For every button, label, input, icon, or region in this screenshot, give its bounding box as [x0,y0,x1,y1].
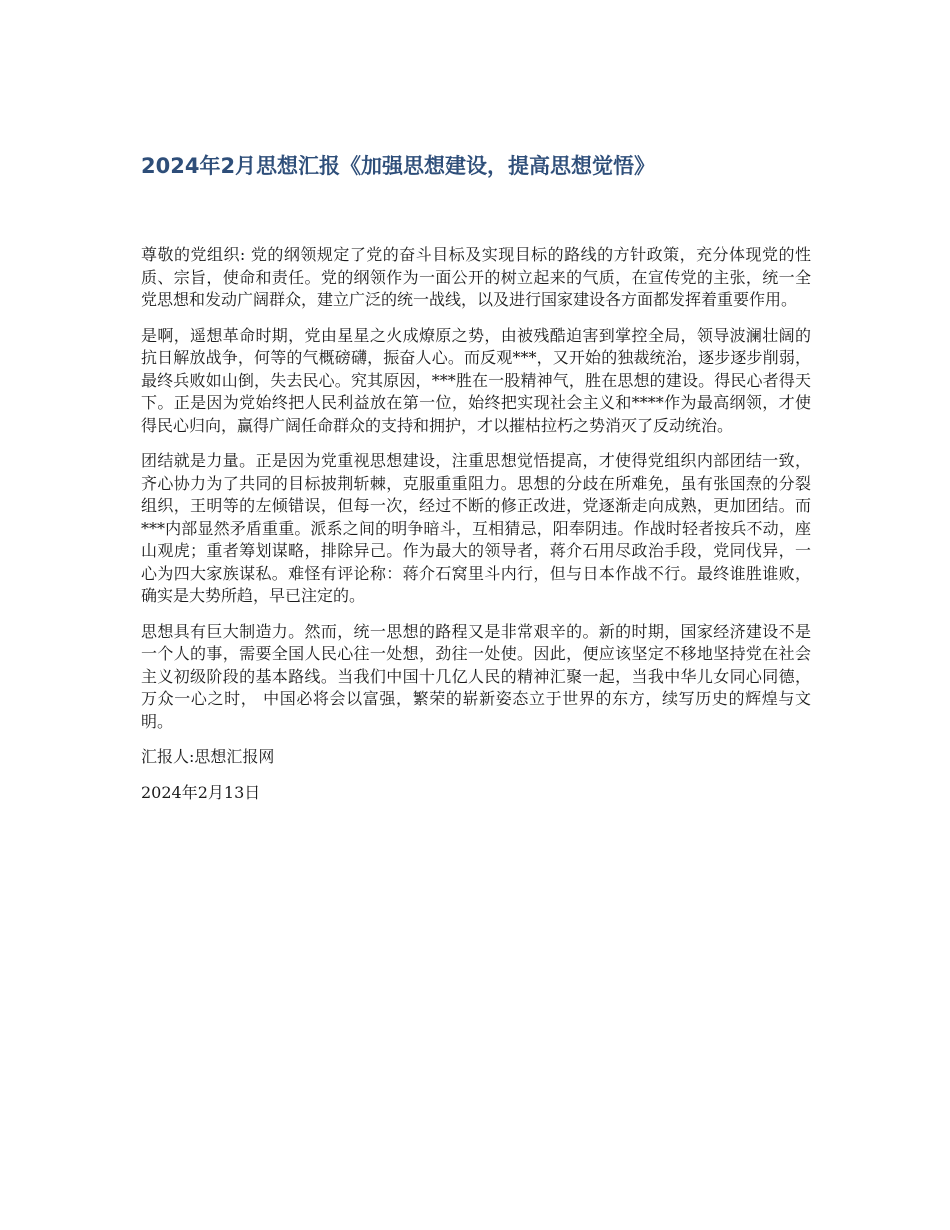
report-date: 2024年2月13日 [141,782,261,802]
document-body [141,244,811,817]
paragraph-revolution-history: 是啊，遥想革命时期，党由星星之火成燎原之势，由被残酷迫害到掌控全局，领导波澜壮阔的抗日解放战争，何等的气概磅礴，振奋人心。而反观***，又开始的独裁统治，逐步逐步削弱，最终兵败如山倒，失去民心。究其原因，***胜在一股精神气，胜在思想的建设。得民心者得天下。正是因为党始终把人民利益放在第一位，始终把实现社会主义和****作为最高纲领，才使得民心归向，赢得广阔任命群众的支持和拥护，才以摧枯拉朽之势消灭了反动统治。 [141,325,811,435]
document-title: 2024年2月思想汇报《加强思想建设，提高思想觉悟》 [141,154,656,178]
reporter-line: 汇报人:思想汇报网 [141,747,275,766]
paragraph-salutation-intro: 尊敬的党组织: 党的纲领规定了党的奋斗目标及实现目标的路线的方针政策，充分体现党的性质、宗旨，使命和责任。党的纲领作为一面公开的树立起来的气质，在宣传党的主张，统一全党思想和发动广阔群众，建立广泛的统一战线，以及进行国家建设各方面都发挥着重要作用。 [141,245,811,309]
paragraph-unified-thought: 思想具有巨大制造力。然而，统一思想的路程又是非常艰辛的。新的时期，国家经济建设不是一个人的事，需要全国人民心往一处想，劲往一处使。因此，便应该坚定不移地坚持党在社会主义初级阶段的基本路线。当我们中国十几亿人民的精神汇聚一起，当我中华儿女同心同德，万众一心之时， 中国必将会以富强，繁荣的崭新姿态立于世界的东方，续写历史的辉煌与文明。 [141,621,811,731]
paragraph-unity-strength: 团结就是力量。正是因为党重视思想建设，注重思想觉悟提高，才使得党组织内部团结一致，齐心协力为了共同的目标披荆斩棘，克服重重阻力。思想的分歧在所难免，虽有张国焘的分裂组织，王明等的左倾错误，但每一次，经过不断的修正改进，党逐渐走向成熟，更加团结。而***内部显然矛盾重重。派系之间的明争暗斗，互相猜忌，阳奉阴违。作战时轻者按兵不动，座山观虎；重者筹划谋略，排除异己。作为最大的领导者，蒋介石用尽政治手段，党同伐异，一心为四大家族谋私。难怪有评论称：蒋介石窝里斗内行，但与日本作战不行。最终谁胜谁败，确实是大势所趋，早已注定的。 [141,451,811,605]
